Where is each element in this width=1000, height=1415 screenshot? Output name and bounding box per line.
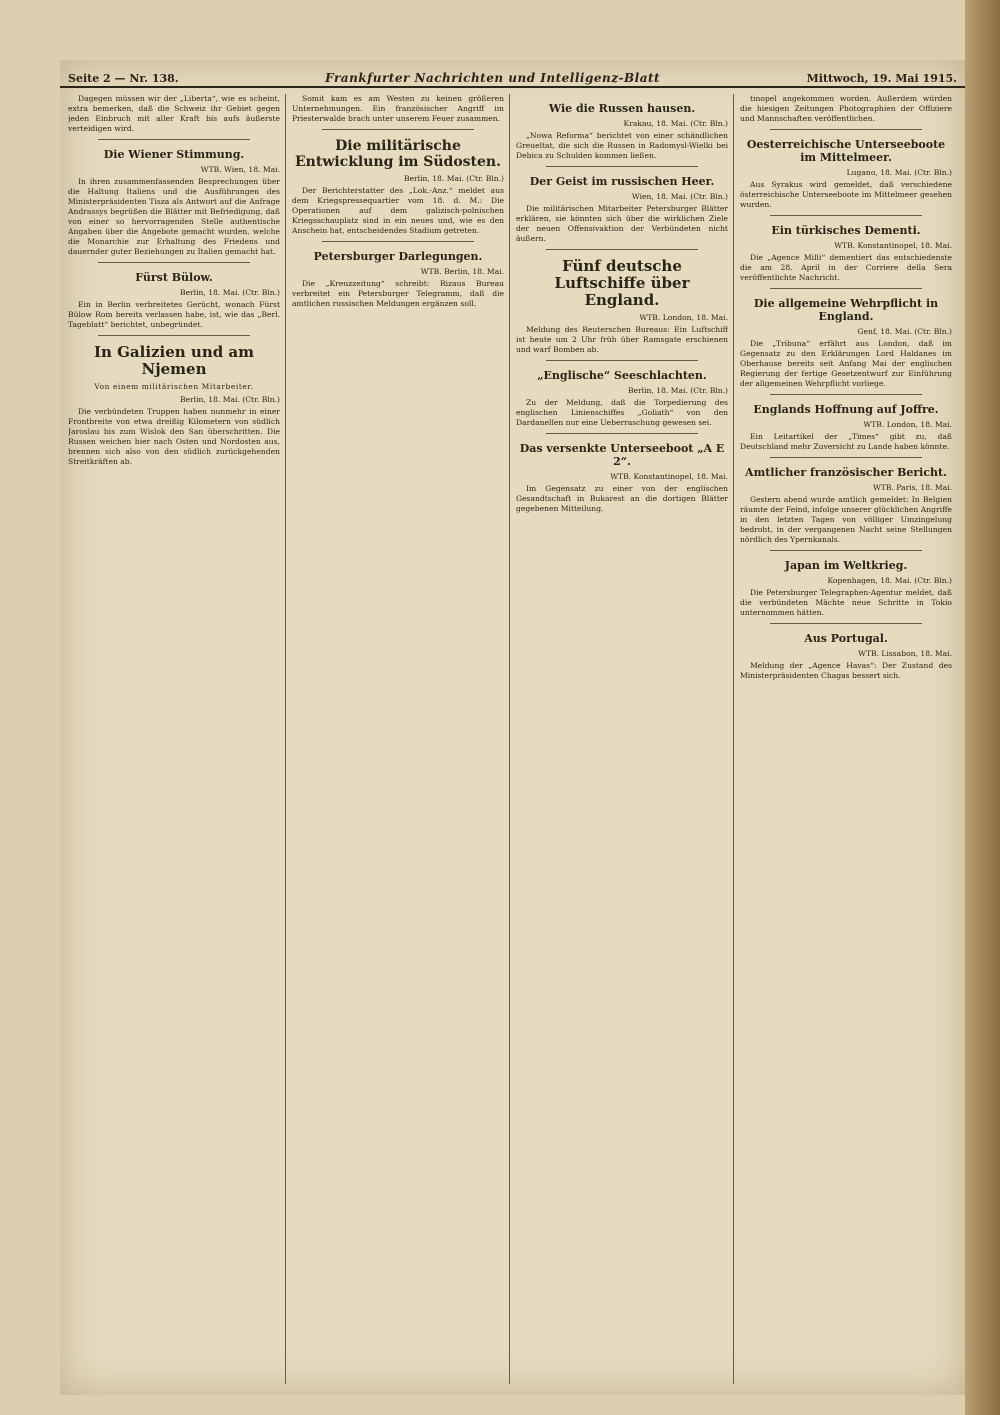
headline: Der Geist im russischen Heer. [529, 175, 715, 188]
article-text: Die „Tribuna“ erfährt aus London, daß im Gegensatz zu den Erklärungen Lord Haldanes im Oberhause bereits seit Anfang Mai der englischen Regierung der fertige Gesetzentwurf zur Einführung der allgemeinen Wehrpflicht vorliege. [740, 339, 952, 388]
article-text: Somit kam es am Westen zu keinen größeren Unternehmungen. Ein französischer Angriff im Priesterwalde brach unter unserem Feuer zusammen. [292, 94, 504, 123]
article-text: „Nowa Reforma“ berichtet von einer schändlichen Greueltat, die sich die Russen in Radomysl-Wielki bei Debica zu Schulden kommen ließen. [516, 131, 728, 160]
article-text: Meldung der „Agence Havas“: Der Zustand des Ministerpräsidenten Chagas bessert sich. [740, 661, 952, 680]
headline: Fünf deutsche Luftschiffe über England. [554, 257, 690, 309]
divider [546, 360, 698, 361]
divider [546, 433, 698, 434]
article-text: Die militärischen Mitarbeiter Petersburger Blätter erklären, sie könnten sich über die wirklichen Ziele der neuen Offensivaktion der Verbündeten nicht äußern. [516, 204, 728, 243]
divider [322, 129, 474, 130]
masthead: Frankfurter Nachrichten und Intelligenz-Blatt [325, 71, 661, 85]
dateline: Lugano, 18. Mai. (Ctr. Bln.) [846, 168, 952, 177]
column-2 [292, 94, 504, 1384]
divider [770, 550, 922, 551]
headline: Wie die Russen hausen. [548, 102, 696, 115]
headline: Das versenkte Unterseeboot „A E 2“. [519, 442, 725, 468]
divider [770, 457, 922, 458]
divider [98, 335, 250, 336]
headline: Amtlicher französischer Bericht. [745, 466, 947, 479]
dateline: WTB. Konstantinopel, 18. Mai. [834, 241, 952, 250]
article-text: Die „Agence Milli“ dementiert das entschiedenste die am 28. April in der Corriere della Sera veröffentlichte Nachricht. [740, 253, 952, 282]
dateline: WTB. Berlin, 18. Mai. [420, 267, 504, 276]
headline: Die allgemeine Wehrpflicht in England. [753, 297, 939, 323]
divider [770, 288, 922, 289]
divider [770, 215, 922, 216]
divider [546, 249, 698, 250]
article-text: Ein in Berlin verbreitetes Gerücht, wonach Fürst Bülow Rom bereits verlassen habe, ist, wie das „Berl. Tageblatt“ berichtet, unbegründet. [68, 300, 280, 329]
article-text: Die verbündeten Truppen haben nunmehr in einer Frontbreite von etwa dreißig Kilometern von südlich Jaroslau bis zum Wislok den San überschritten. Die Russen weichen hier nach Osten und Nordosten aus, brennen sich also von den südlich zurückgehenden Streitkräften ab. [68, 407, 280, 466]
article-text: Der Berichterstatter des „Lok.-Anz.“ meldet aus dem Kriegspressequartier vom 18. d. M.: Die Operationen auf dem galizisch-polnischen Kriegsschauplatz sind in ein neues und, wie es den Anschein hat, entscheidendes Stadium getreten. [292, 186, 504, 235]
page-number: Seite 2 — Nr. 138. [68, 71, 179, 85]
dateline: Krakau, 18. Mai. (Ctr. Bln.) [623, 119, 728, 128]
headline: Englands Hoffnung auf Joffre. [753, 403, 939, 416]
headline: In Galizien und am Njemen [93, 343, 255, 378]
column-rule [509, 94, 510, 1384]
headline: Oesterreichische Unterseeboote im Mittelmeer. [746, 138, 946, 164]
article-text: Die „Kreuzzeitung“ schreibt: Rizaus Bureau verbreitet ein Petersburger Telegramm, daß die amtlichen russischen Meldungen ergänzen soll. [292, 279, 504, 308]
column-3 [516, 94, 728, 1384]
issue-date: Mittwoch, 19. Mai 1915. [806, 71, 957, 85]
dateline: WTB. Konstantinopel, 18. Mai. [610, 472, 728, 481]
dateline: WTB. Lissabon, 18. Mai. [858, 649, 952, 658]
headline: Petersburger Darlegungen. [313, 250, 483, 263]
headline: Japan im Weltkrieg. [784, 559, 908, 572]
article-text: Im Gegensatz zu einer von der englischen Gesandtschaft in Bukarest an die dortigen Blätter gegebenen Mitteilung. [516, 484, 728, 513]
article-text: Aus Syrakus wird gemeldet, daß verschiedene österreichische Unterseeboote im Mittelmeer gesehen wurden. [740, 180, 952, 209]
article-text: Zu der Meldung, daß die Torpedierung des englischen Linienschiffes „Goliath“ von den Dardanellen nur eine Ueberraschung gewesen sei. [516, 398, 728, 427]
headline: Ein türkisches Dementi. [771, 224, 921, 237]
divider [770, 394, 922, 395]
dateline: Berlin, 18. Mai. (Ctr. Bln.) [403, 174, 504, 183]
column-rule [285, 94, 286, 1384]
headline: „Englische“ Seeschlachten. [537, 369, 707, 382]
article-text: Die Petersburger Telegraphen-Agentur meldet, daß die verbündeten Mächte neue Schritte in Tokio unternommen hätten. [740, 588, 952, 617]
headline: Fürst Bülow. [135, 271, 213, 284]
subheadline: Von einem militärischen Mitarbeiter. [94, 382, 254, 391]
dateline: WTB. London, 18. Mai. [639, 313, 728, 322]
column-1 [68, 94, 280, 1384]
dateline: Kopenhagen, 18. Mai. (Ctr. Bln.) [827, 576, 952, 585]
article-text: Ein Leitartikel der „Times“ gibt zu, daß Deutschland mehr Zuversicht zu Lande haben könnte. [740, 432, 952, 451]
divider [546, 166, 698, 167]
article-text: Meldung des Reuterschen Bureaus: Ein Luftschiff ist heute um 2 Uhr früh über Ramsgate erschienen und warf Bomben ab. [516, 325, 728, 354]
dateline: WTB. Paris, 18. Mai. [873, 483, 952, 492]
headline: Die militärische Entwicklung im Südosten. [295, 138, 501, 170]
article-text: tinopel angekommen worden. Außerdem würden die hiesigen Zeitungen Photographien der Offiziere und Mannschaften veröffentlichen. [740, 94, 952, 123]
page-edge [965, 0, 1000, 1415]
dateline: Berlin, 18. Mai. (Ctr. Bln.) [179, 395, 280, 404]
dateline: WTB. London, 18. Mai. [863, 420, 952, 429]
page-header [60, 70, 965, 88]
divider [770, 623, 922, 624]
divider [98, 139, 250, 140]
dateline: WTB. Wien, 18. Mai. [200, 165, 280, 174]
article-text: In ihren zusammenfassenden Besprechungen über die Haltung Italiens und die Ausführungen des Ministerpräsidenten Tisza als Antwort auf die Anfrage Andrassys begrüßen die Blätter mit Befriedigung, daß von einer so hervorragenden Stelle authentische Angaben über die Angebote gemacht wurden, welche die Monarchie zur Erhaltung des Friedens und dauernder guter Beziehungen zu Italien gemacht hat. [68, 177, 280, 256]
headline: Die Wiener Stimmung. [103, 148, 245, 161]
dateline: Berlin, 18. Mai. (Ctr. Bln.) [627, 386, 728, 395]
headline: Aus Portugal. [804, 632, 888, 645]
dateline: Genf, 18. Mai. (Ctr. Bln.) [857, 327, 952, 336]
column-rule [733, 94, 734, 1384]
divider [770, 129, 922, 130]
dateline: Wien, 18. Mai. (Ctr. Bln.) [631, 192, 728, 201]
column-4 [740, 94, 952, 1384]
dateline: Berlin, 18. Mai. (Ctr. Bln.) [179, 288, 280, 297]
divider [98, 262, 250, 263]
divider [322, 241, 474, 242]
article-text: Dagegen müssen wir der „Liberta“, wie es scheint, extra bemerken, daß die Schweiz ihr Gebiet gegen jeden Einbruch mit aller Kraft bis aufs äußerste verteidigen wird. [68, 94, 280, 133]
article-text: Gestern abend wurde amtlich gemeldet: In Belgien räumte der Feind, infolge unserer glücklichen Angriffe in den letzten Tagen von völliger Umzingelung bedroht, in der vergangenen Nacht seine Stellungen nördlich des Ypernkanals. [740, 495, 952, 544]
newspaper-page [60, 60, 965, 1395]
